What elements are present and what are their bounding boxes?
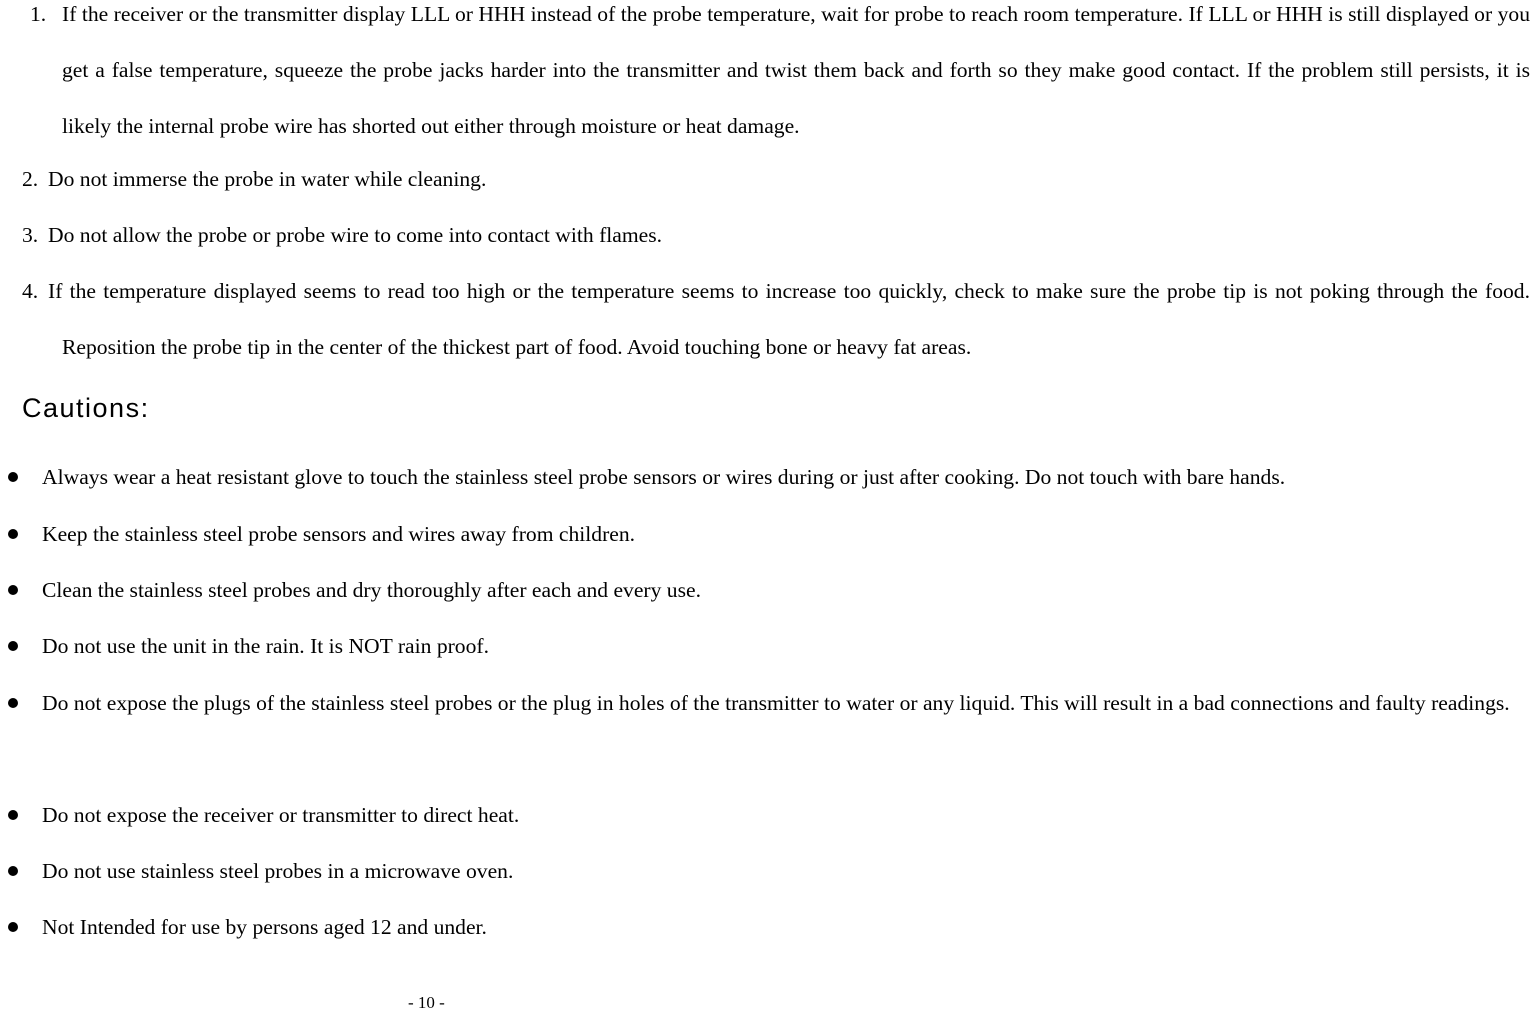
- caution-text: Keep the stainless steel probe sensors and wires away from children.: [42, 522, 636, 546]
- caution-item: [0, 843, 1530, 899]
- note-item-2: [22, 151, 1530, 207]
- note-text: Do not immerse the probe in water while cleaning.: [48, 167, 487, 191]
- caution-item: [0, 899, 1530, 955]
- bullet-icon: [8, 641, 18, 651]
- note-item-4: [22, 263, 1530, 375]
- bullet-icon: [8, 698, 18, 708]
- bullet-icon: [8, 866, 18, 876]
- caution-text: Do not expose the receiver or transmitter to direct heat.: [42, 803, 520, 827]
- cautions-heading: Cautions:: [22, 393, 150, 423]
- note-item-3: [22, 207, 1530, 263]
- note-text: If the temperature displayed seems to read too high or the temperature seems to increase too quickly, check to make sure the probe tip is not poking through the food. Reposition the probe tip in the center of the thickest part of food. Avoid touching bone or heavy fat areas.: [48, 279, 1530, 359]
- caution-text: Do not use the unit in the rain. It is NOT rain proof.: [42, 634, 489, 658]
- caution-text: Do not use stainless steel probes in a microwave oven.: [42, 859, 514, 883]
- caution-item: [0, 618, 1530, 674]
- caution-item: [0, 506, 1530, 562]
- note-number: 2.: [22, 167, 39, 191]
- bullet-icon: [8, 922, 18, 932]
- bullet-icon: [8, 585, 18, 595]
- bullet-icon: [8, 472, 18, 482]
- caution-text: Do not expose the plugs of the stainless steel probes or the plug in holes of the transmitter to water or any liquid. This will result in a bad connections and faulty readings.: [42, 691, 1510, 715]
- note-number: 1.: [30, 2, 47, 26]
- note-text: Do not allow the probe or probe wire to come into contact with flames.: [48, 223, 663, 247]
- bullet-icon: [8, 810, 18, 820]
- caution-item: [0, 787, 1530, 843]
- bullet-icon: [8, 529, 18, 539]
- caution-text: Not Intended for use by persons aged 12 and under.: [42, 915, 487, 939]
- note-item-1: [30, 0, 1530, 154]
- caution-text: Clean the stainless steel probes and dry thoroughly after each and every use.: [42, 578, 701, 602]
- caution-item: [0, 449, 1530, 505]
- note-number: 3.: [22, 223, 39, 247]
- note-text: If the receiver or the transmitter display LLL or HHH instead of the probe temperature, wait for probe to reach room temperature. If LLL or HHH is still displayed or you get a false temperature, squeeze the probe jacks harder into the transmitter and twist them back and forth so they make good contact. If the problem still persists, it is likely the internal probe wire has shorted out either through moisture or heat damage.: [62, 2, 1530, 138]
- page-number: - 10 -: [408, 993, 445, 1012]
- caution-text: Always wear a heat resistant glove to touch the stainless steel probe sensors or wires during or just after cooking. Do not touch with bare hands.: [42, 465, 1286, 489]
- note-number: 4.: [22, 279, 39, 303]
- caution-item: [0, 675, 1530, 731]
- caution-item: [0, 562, 1530, 618]
